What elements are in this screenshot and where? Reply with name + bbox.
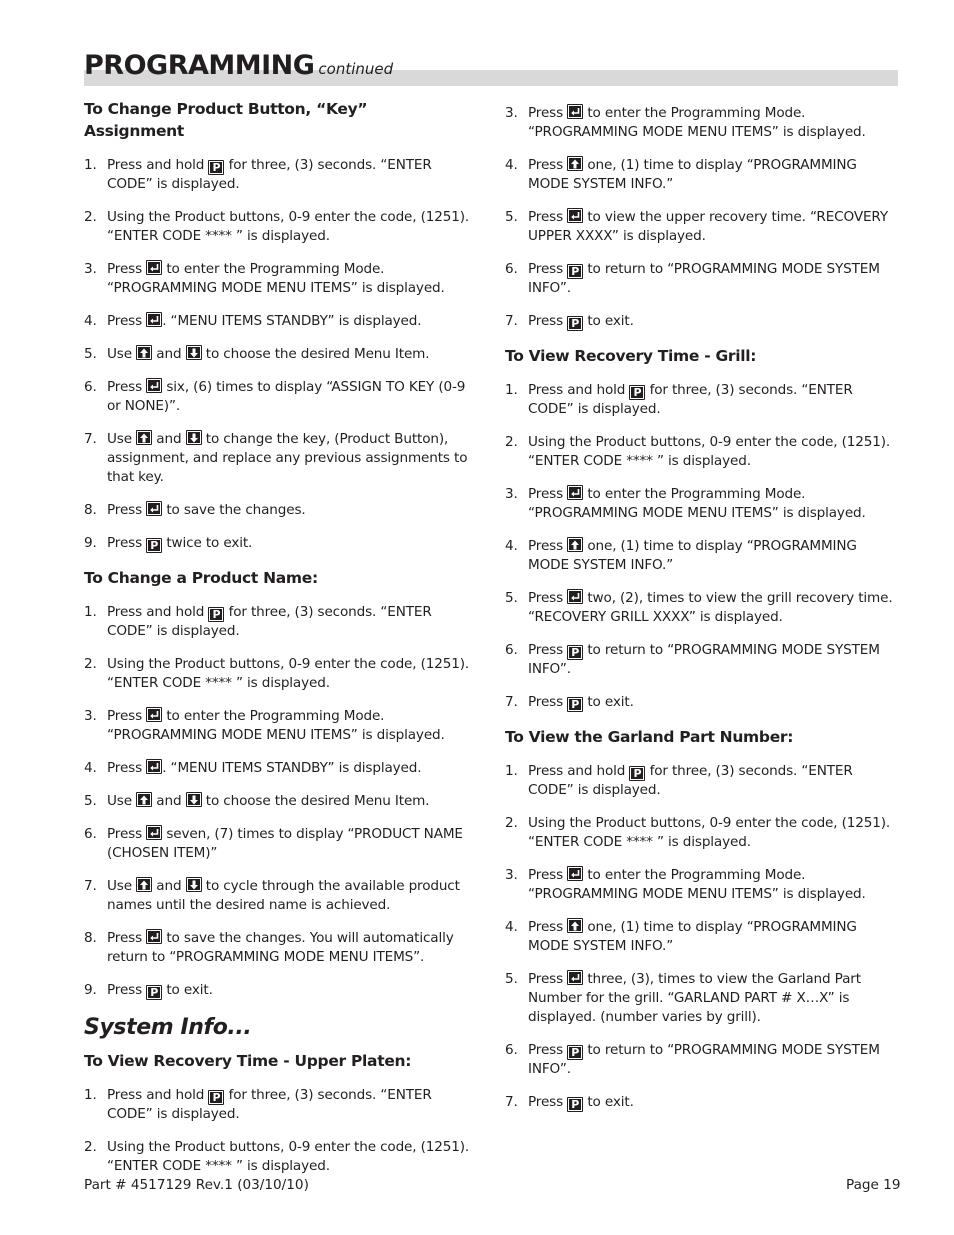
- list-item: [505, 537, 900, 575]
- section-heading-key-assignment: To Change Product Button, “Key” Assignment: [84, 100, 368, 140]
- step-text: for three, (3) seconds. “ENTER CODE” is displayed.: [107, 604, 432, 639]
- list-item: [84, 792, 470, 811]
- step-text: twice to exit.: [162, 535, 253, 551]
- step-text: Press and hold: [528, 382, 630, 398]
- step-text: one, (1) time to display “PROGRAMMING MODE SYSTEM INFO.”: [528, 919, 857, 954]
- up-arrow-key-icon: [136, 877, 152, 892]
- step-text: Press: [528, 313, 568, 329]
- enter-key-icon: [146, 825, 162, 840]
- enter-key-icon: [567, 208, 583, 223]
- step-text: . “MENU ITEMS STANDBY” is displayed.: [162, 760, 422, 776]
- step-text: Press and hold: [107, 157, 209, 173]
- step-text: to return to “PROGRAMMING MODE SYSTEM INFO”.: [528, 261, 880, 296]
- step-text: and: [152, 878, 186, 894]
- step-number: 4.: [84, 760, 97, 776]
- step-text: Using the Product buttons, 0-9 enter the code, (1251). “ENTER CODE **** ” is displayed.: [107, 656, 470, 691]
- enter-key-icon: [567, 589, 583, 604]
- step-text: for three, (3) seconds. “ENTER CODE” is displayed.: [107, 1087, 432, 1122]
- step-text: seven, (7) times to display “PRODUCT NAME (CHOSEN ITEM)”: [107, 826, 463, 861]
- list-item: [84, 825, 470, 863]
- steps-list: [84, 156, 470, 553]
- p-key-icon: P: [208, 607, 224, 622]
- step-text: one, (1) time to display “PROGRAMMING MODE SYSTEM INFO.”: [528, 157, 857, 192]
- section-heading-product-name: To Change a Product Name:: [84, 569, 318, 587]
- step-number: 3.: [505, 867, 518, 883]
- list-item: [84, 929, 470, 967]
- list-item: [505, 918, 900, 956]
- step-number: 7.: [505, 313, 518, 329]
- step-number: 6.: [84, 826, 97, 842]
- list-item: [505, 1041, 900, 1079]
- step-text: to exit.: [583, 1094, 634, 1110]
- step-number: 8.: [84, 502, 97, 518]
- step-number: 1.: [84, 1087, 97, 1103]
- list-item: [84, 534, 470, 553]
- enter-key-icon: [567, 104, 583, 119]
- up-arrow-key-icon: [567, 156, 583, 171]
- list-item: [505, 866, 900, 904]
- step-text: and: [152, 793, 186, 809]
- step-text: Using the Product buttons, 0-9 enter the code, (1251). “ENTER CODE **** ” is displayed.: [107, 1139, 470, 1174]
- step-number: 6.: [505, 261, 518, 277]
- step-text: for three, (3) seconds. “ENTER CODE” is displayed.: [528, 763, 853, 798]
- page-title: [84, 50, 393, 81]
- enter-key-icon: [567, 866, 583, 881]
- step-text: Use: [107, 346, 137, 362]
- list-item: [84, 378, 470, 416]
- enter-key-icon: [146, 759, 162, 774]
- page-title-subtitle: continued: [318, 60, 394, 78]
- down-arrow-key-icon: [186, 430, 202, 445]
- list-item: [84, 603, 470, 641]
- step-number: 2.: [84, 656, 97, 672]
- step-text: to enter the Programming Mode. “PROGRAMMING MODE MENU ITEMS” is displayed.: [528, 105, 866, 140]
- step-number: 3.: [505, 105, 518, 121]
- step-text: Use: [107, 793, 137, 809]
- step-text: to choose the desired Menu Item.: [201, 793, 430, 809]
- list-item: [84, 655, 470, 693]
- enter-key-icon: [567, 970, 583, 985]
- steps-list: [505, 762, 900, 1112]
- step-number: 1.: [84, 157, 97, 173]
- step-text: Press: [528, 867, 568, 883]
- step-text: to exit.: [583, 313, 634, 329]
- step-text: two, (2), times to view the grill recovery time. “RECOVERY GRILL XXXX” is displayed.: [528, 590, 893, 625]
- down-arrow-key-icon: [186, 345, 202, 360]
- list-item: [84, 208, 470, 246]
- step-text: Press: [528, 694, 568, 710]
- step-text: Press: [107, 379, 147, 395]
- p-key-icon: P: [629, 385, 645, 400]
- step-number: 6.: [505, 642, 518, 658]
- p-key-icon: P: [208, 160, 224, 175]
- list-item: [505, 762, 900, 800]
- step-text: Press: [528, 1042, 568, 1058]
- up-arrow-key-icon: [567, 537, 583, 552]
- enter-key-icon: [146, 312, 162, 327]
- steps-list: [505, 104, 900, 331]
- step-text: to view the upper recovery time. “RECOVERY UPPER XXXX” is displayed.: [528, 209, 888, 244]
- list-item: [84, 707, 470, 745]
- p-key-icon: P: [567, 1097, 583, 1112]
- step-text: Press: [528, 261, 568, 277]
- left-column: [84, 98, 470, 1190]
- step-text: Press and hold: [107, 1087, 209, 1103]
- list-item: [505, 381, 900, 419]
- step-number: 4.: [505, 157, 518, 173]
- list-item: [505, 485, 900, 523]
- step-number: 3.: [505, 486, 518, 502]
- step-number: 7.: [84, 878, 97, 894]
- list-item: [84, 759, 470, 778]
- step-text: to enter the Programming Mode. “PROGRAMMING MODE MENU ITEMS” is displayed.: [528, 867, 866, 902]
- step-text: to return to “PROGRAMMING MODE SYSTEM INFO”.: [528, 1042, 880, 1077]
- step-number: 8.: [84, 930, 97, 946]
- step-number: 1.: [505, 382, 518, 398]
- step-text: Press: [107, 535, 147, 551]
- step-text: Use: [107, 878, 137, 894]
- step-text: Press: [107, 261, 147, 277]
- page-title-main: PROGRAMMING: [84, 50, 315, 81]
- step-number: 9.: [84, 535, 97, 551]
- step-number: 5.: [505, 971, 518, 987]
- list-item: [84, 981, 470, 1000]
- down-arrow-key-icon: [186, 792, 202, 807]
- step-text: Press: [528, 971, 568, 987]
- section-heading-recovery-grill: To View Recovery Time - Grill:: [505, 347, 757, 365]
- p-key-icon: P: [146, 985, 162, 1000]
- step-text: to exit.: [162, 982, 213, 998]
- step-number: 5.: [505, 590, 518, 606]
- list-item: [84, 430, 470, 487]
- steps-list: [84, 1086, 470, 1176]
- up-arrow-key-icon: [567, 918, 583, 933]
- step-text: for three, (3) seconds. “ENTER CODE” is displayed.: [107, 157, 432, 192]
- step-number: 1.: [84, 604, 97, 620]
- step-number: 4.: [505, 919, 518, 935]
- step-text: Press: [107, 502, 147, 518]
- step-text: six, (6) times to display “ASSIGN TO KEY (0-9 or NONE)”.: [107, 379, 466, 414]
- list-item: [84, 312, 470, 331]
- step-number: 6.: [84, 379, 97, 395]
- p-key-icon: P: [567, 264, 583, 279]
- p-key-icon: P: [567, 697, 583, 712]
- step-text: to enter the Programming Mode. “PROGRAMMING MODE MENU ITEMS” is displayed.: [528, 486, 866, 521]
- steps-list: [84, 603, 470, 1000]
- list-item: [505, 208, 900, 246]
- up-arrow-key-icon: [136, 792, 152, 807]
- step-text: Press: [528, 642, 568, 658]
- enter-key-icon: [146, 501, 162, 516]
- step-text: Press: [107, 982, 147, 998]
- list-item: [505, 312, 900, 331]
- step-text: one, (1) time to display “PROGRAMMING MODE SYSTEM INFO.”: [528, 538, 857, 573]
- step-text: Using the Product buttons, 0-9 enter the code, (1251). “ENTER CODE **** ” is displayed.: [528, 434, 891, 469]
- step-text: to choose the desired Menu Item.: [201, 346, 430, 362]
- step-text: Press: [107, 313, 147, 329]
- step-text: Press: [107, 930, 147, 946]
- step-number: 2.: [505, 434, 518, 450]
- up-arrow-key-icon: [136, 345, 152, 360]
- step-text: three, (3), times to view the Garland Part Number for the grill. “GARLAND PART # X…X” is displayed. (number varies by grill).: [528, 971, 861, 1025]
- system-info-heading: System Info...: [84, 1015, 252, 1040]
- step-text: Use: [107, 431, 137, 447]
- footer-part-number: Part # 4517129 Rev.1 (03/10/10): [84, 1177, 309, 1193]
- list-item: [84, 877, 470, 915]
- footer-page-number: Page 19: [846, 1177, 901, 1193]
- step-text: to change the key, (Product Button), assignment, and replace any previous assignments to that key.: [107, 431, 468, 485]
- step-text: Using the Product buttons, 0-9 enter the code, (1251). “ENTER CODE **** ” is displayed.: [107, 209, 470, 244]
- step-number: 7.: [505, 1094, 518, 1110]
- step-text: Press: [107, 826, 147, 842]
- step-text: . “MENU ITEMS STANDBY” is displayed.: [162, 313, 422, 329]
- list-item: [84, 260, 470, 298]
- list-item: [505, 104, 900, 142]
- list-item: [505, 1093, 900, 1112]
- step-text: Using the Product buttons, 0-9 enter the code, (1251). “ENTER CODE **** ” is displayed.: [528, 815, 891, 850]
- step-number: 2.: [505, 815, 518, 831]
- list-item: [505, 260, 900, 298]
- step-text: and: [152, 431, 186, 447]
- section-heading-part-number: To View the Garland Part Number:: [505, 728, 794, 746]
- step-text: Press: [528, 157, 568, 173]
- list-item: [84, 345, 470, 364]
- step-text: to enter the Programming Mode. “PROGRAMMING MODE MENU ITEMS” is displayed.: [107, 261, 445, 296]
- step-text: Press: [528, 590, 568, 606]
- steps-list: [505, 381, 900, 712]
- section-heading-recovery-upper: To View Recovery Time - Upper Platen:: [84, 1052, 412, 1070]
- step-number: 7.: [84, 431, 97, 447]
- step-text: Press: [528, 209, 568, 225]
- step-text: Press: [107, 708, 147, 724]
- step-number: 9.: [84, 982, 97, 998]
- step-text: to return to “PROGRAMMING MODE SYSTEM INFO”.: [528, 642, 880, 677]
- step-number: 5.: [84, 793, 97, 809]
- list-item: [505, 156, 900, 194]
- step-number: 1.: [505, 763, 518, 779]
- step-number: 2.: [84, 209, 97, 225]
- step-number: 2.: [84, 1139, 97, 1155]
- step-text: Press and hold: [107, 604, 209, 620]
- p-key-icon: P: [567, 316, 583, 331]
- enter-key-icon: [146, 260, 162, 275]
- list-item: [505, 641, 900, 679]
- up-arrow-key-icon: [136, 430, 152, 445]
- enter-key-icon: [146, 378, 162, 393]
- p-key-icon: P: [567, 1045, 583, 1060]
- list-item: [505, 433, 900, 471]
- step-text: for three, (3) seconds. “ENTER CODE” is displayed.: [528, 382, 853, 417]
- list-item: [505, 970, 900, 1027]
- step-text: Press: [528, 486, 568, 502]
- step-text: Press and hold: [528, 763, 630, 779]
- list-item: [84, 156, 470, 194]
- enter-key-icon: [567, 485, 583, 500]
- step-text: Press: [107, 760, 147, 776]
- p-key-icon: P: [629, 766, 645, 781]
- p-key-icon: P: [146, 538, 162, 553]
- p-key-icon: P: [208, 1090, 224, 1105]
- step-text: to exit.: [583, 694, 634, 710]
- step-number: 3.: [84, 261, 97, 277]
- right-column: [505, 104, 900, 1126]
- list-item: [84, 501, 470, 520]
- p-key-icon: P: [567, 645, 583, 660]
- down-arrow-key-icon: [186, 877, 202, 892]
- step-number: 5.: [505, 209, 518, 225]
- list-item: [84, 1086, 470, 1124]
- step-text: Press: [528, 919, 568, 935]
- step-text: to save the changes. You will automatically return to “PROGRAMMING MODE MENU ITEMS”.: [107, 930, 454, 965]
- step-number: 4.: [84, 313, 97, 329]
- step-number: 6.: [505, 1042, 518, 1058]
- list-item: [505, 589, 900, 627]
- enter-key-icon: [146, 929, 162, 944]
- step-text: and: [152, 346, 186, 362]
- list-item: [84, 1138, 470, 1176]
- step-text: to cycle through the available product names until the desired name is achieved.: [107, 878, 460, 913]
- step-number: 3.: [84, 708, 97, 724]
- step-text: Press: [528, 1094, 568, 1110]
- step-text: to enter the Programming Mode. “PROGRAMMING MODE MENU ITEMS” is displayed.: [107, 708, 445, 743]
- step-number: 4.: [505, 538, 518, 554]
- enter-key-icon: [146, 707, 162, 722]
- step-number: 7.: [505, 694, 518, 710]
- step-text: Press: [528, 538, 568, 554]
- step-text: Press: [528, 105, 568, 121]
- list-item: [505, 693, 900, 712]
- step-number: 5.: [84, 346, 97, 362]
- list-item: [505, 814, 900, 852]
- step-text: to save the changes.: [162, 502, 306, 518]
